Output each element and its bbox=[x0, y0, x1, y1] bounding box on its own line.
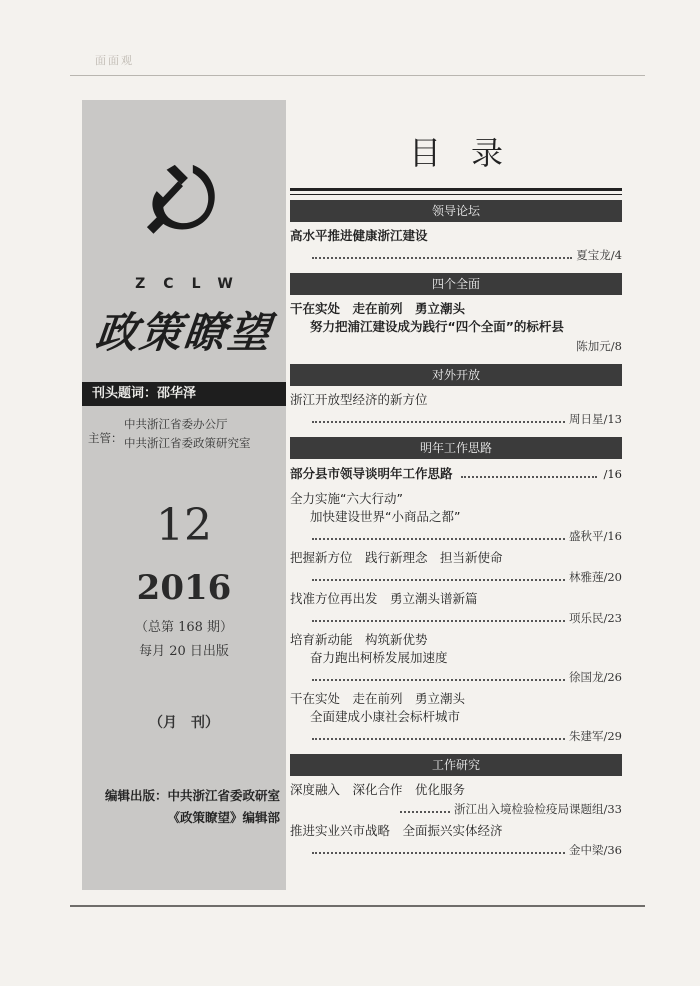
article-byline bbox=[290, 567, 622, 587]
section-header: 工作研究 bbox=[290, 754, 622, 776]
toc-title: 目录 bbox=[408, 134, 533, 172]
article-byline bbox=[290, 667, 622, 687]
article-byline bbox=[290, 409, 622, 429]
article-title[interactable]: 高水平推进健康浙江建设 bbox=[290, 228, 428, 243]
article-byline bbox=[290, 840, 622, 860]
issue-year: 2016 bbox=[136, 568, 232, 608]
article-subtitle[interactable]: 努力把浦江建设成为践行“四个全面”的标杆县 bbox=[310, 319, 564, 334]
article-byline bbox=[290, 526, 622, 546]
article-author: 浙江出入境检验检疫局课题组/33 bbox=[453, 802, 622, 816]
article-row[interactable] bbox=[290, 464, 622, 484]
sponsor-label: 主管： bbox=[88, 431, 123, 445]
issue-number: 12 bbox=[156, 500, 212, 551]
editor-line-2: 《政策瞭望》编辑部 bbox=[167, 810, 280, 825]
article-title[interactable]: 干在实处 走在前列 勇立潮头 bbox=[290, 301, 466, 316]
journal-name: 政策瞭望 bbox=[93, 308, 275, 357]
top-rule bbox=[70, 75, 645, 76]
toc-list bbox=[290, 200, 622, 863]
frequency: （月 刊） bbox=[149, 715, 219, 731]
article-author: 陈加元/8 bbox=[576, 339, 622, 353]
article-byline bbox=[290, 726, 622, 746]
article-byline bbox=[290, 245, 622, 265]
article-title[interactable]: 浙江开放型经济的新方位 bbox=[290, 392, 428, 407]
article-byline bbox=[290, 608, 622, 628]
hammer-sickle-icon bbox=[142, 155, 224, 237]
toc-header bbox=[290, 128, 622, 195]
article-author: 盛秋平/16 bbox=[568, 529, 622, 543]
pub-date: 每月 20 日出版 bbox=[139, 644, 229, 659]
cover-panel bbox=[82, 100, 286, 890]
article-title[interactable]: 部分县市领导谈明年工作思路 bbox=[290, 466, 453, 481]
article-author: 徐国龙/26 bbox=[568, 670, 622, 684]
article-author: 金中梁/36 bbox=[568, 843, 622, 857]
journal-pinyin: ZCLW bbox=[135, 276, 251, 292]
editor-line-1: 编辑出版：中共浙江省委政研室 bbox=[104, 788, 280, 803]
article-author: 周日星/13 bbox=[568, 412, 622, 426]
bottom-rule bbox=[70, 905, 645, 907]
total-issue: （总第 168 期） bbox=[134, 620, 234, 635]
article-author: 夏宝龙/4 bbox=[576, 248, 622, 262]
article-byline bbox=[290, 799, 622, 819]
sponsor-2: 中共浙江省委政策研究室 bbox=[124, 436, 251, 450]
article-author: 林雅莲/20 bbox=[568, 570, 622, 584]
section-header: 明年工作思路 bbox=[290, 437, 622, 459]
article-subtitle[interactable]: 奋力跑出柯桥发展加速度 bbox=[310, 650, 448, 665]
article-author: 项乐民/23 bbox=[568, 611, 622, 625]
article-title[interactable]: 推进实业兴市战略 全面振兴实体经济 bbox=[290, 823, 503, 838]
article-title[interactable]: 找准方位再出发 勇立潮头谱新篇 bbox=[290, 591, 478, 606]
article-subtitle[interactable]: 加快建设世界“小商品之都” bbox=[310, 509, 461, 524]
article-title[interactable]: 深度融入 深化合作 优化服务 bbox=[290, 782, 466, 797]
article-author: 朱建军/29 bbox=[568, 729, 622, 743]
section-header: 领导论坛 bbox=[290, 200, 622, 222]
article-subtitle[interactable]: 全面建成小康社会标杆城市 bbox=[310, 709, 461, 724]
section-header: 四个全面 bbox=[290, 273, 622, 295]
calligraphy-credit: 刊头题词：邵华泽 bbox=[82, 382, 286, 406]
section-header: 对外开放 bbox=[290, 364, 622, 386]
toc-rule-thin bbox=[290, 194, 622, 195]
article-title[interactable]: 干在实处 走在前列 勇立潮头 bbox=[290, 691, 466, 706]
toc-rule-thick bbox=[290, 188, 622, 191]
article-title[interactable]: 把握新方位 践行新理念 担当新使命 bbox=[290, 550, 503, 565]
article-page: /16 bbox=[603, 467, 622, 481]
header-tab: 面面观 bbox=[95, 54, 134, 67]
sponsor-1: 中共浙江省委办公厅 bbox=[124, 417, 228, 431]
article-byline bbox=[290, 336, 622, 356]
article-title[interactable]: 全力实施“六大行动” bbox=[290, 491, 403, 506]
article-title[interactable]: 培育新动能 构筑新优势 bbox=[290, 632, 428, 647]
